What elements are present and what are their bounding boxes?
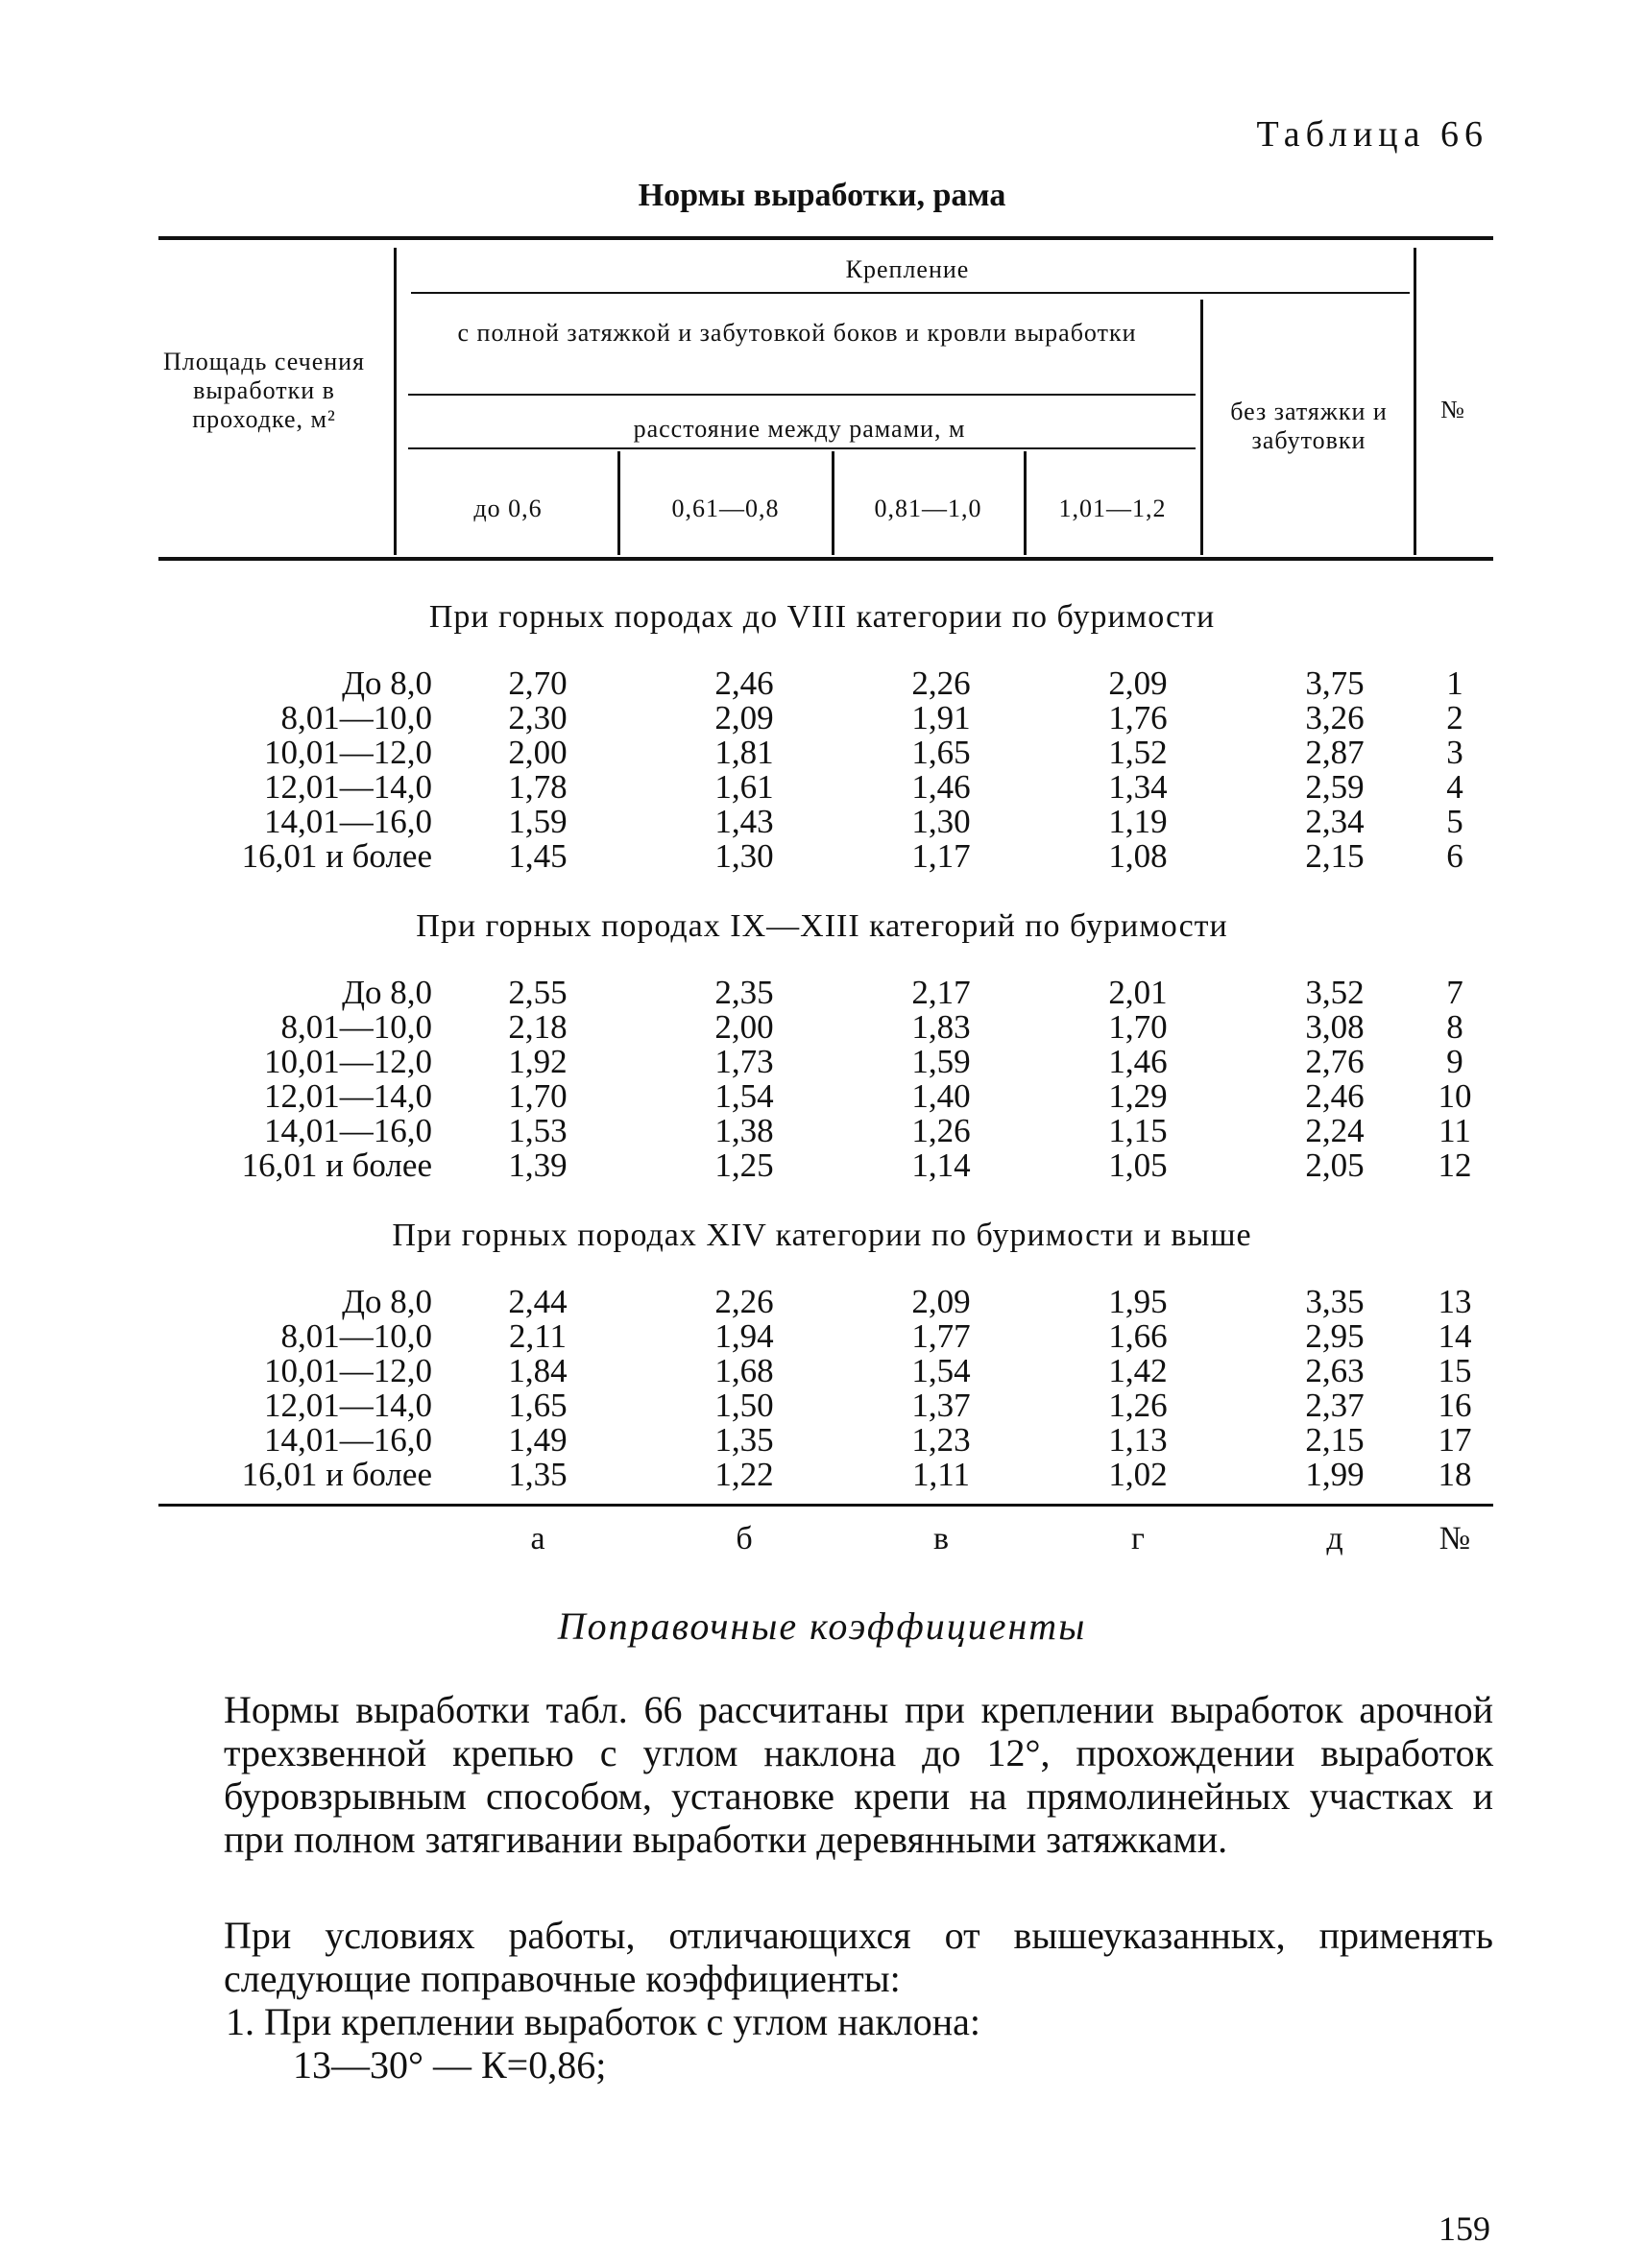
cell-number: 10	[1438, 1077, 1472, 1115]
cell-a: 2,70	[508, 664, 568, 702]
cell-g: 1,70	[1108, 1008, 1168, 1046]
cell-b: 1,61	[714, 768, 774, 806]
cell-v: 1,40	[911, 1077, 971, 1115]
table-title: Нормы выработки, рама	[638, 178, 1006, 213]
cell-g: 1,02	[1108, 1456, 1168, 1493]
cell-a: 1,92	[508, 1043, 568, 1080]
cell-number: 7	[1446, 974, 1463, 1011]
header-bottom-rule	[158, 557, 1493, 561]
cell-b: 1,30	[714, 837, 774, 875]
cell-a: 2,11	[509, 1317, 567, 1355]
cell-area: 8,01—10,0	[280, 1317, 432, 1355]
header-no-lagging: без затяжки и забутовки	[1230, 398, 1388, 454]
divider-no-lagging	[1200, 300, 1203, 555]
cell-area: 16,01 и более	[241, 1456, 432, 1493]
column-letter-g: г	[1131, 1521, 1145, 1556]
rule-under-spacing	[408, 447, 1196, 449]
cell-number: 13	[1438, 1283, 1472, 1320]
cell-d: 2,87	[1305, 734, 1365, 771]
section-title-2: При горных породах IX—XIII категорий по буримости	[416, 908, 1228, 944]
column-letter-d: д	[1326, 1521, 1343, 1556]
cell-number: 9	[1446, 1043, 1463, 1080]
cell-g: 1,34	[1108, 768, 1168, 806]
cell-v: 1,17	[911, 837, 971, 875]
table-row	[0, 1423, 1644, 1458]
cell-d: 2,76	[1305, 1043, 1365, 1080]
cell-b: 1,54	[714, 1077, 774, 1115]
header-fastening: Крепление	[845, 255, 970, 283]
cell-area: До 8,0	[342, 664, 432, 702]
cell-a: 2,00	[508, 734, 568, 771]
cell-d: 3,08	[1305, 1008, 1365, 1046]
cell-area: 14,01—16,0	[264, 1112, 432, 1149]
cell-a: 1,70	[508, 1077, 568, 1115]
cell-g: 1,15	[1108, 1112, 1168, 1149]
cell-number: 3	[1446, 734, 1463, 771]
cell-v: 1,14	[911, 1146, 971, 1184]
cell-g: 1,19	[1108, 803, 1168, 840]
divider-col-g	[1024, 451, 1027, 555]
cell-g: 1,05	[1108, 1146, 1168, 1184]
cell-number: 2	[1446, 699, 1463, 736]
cell-g: 1,08	[1108, 837, 1168, 875]
cell-area: 12,01—14,0	[264, 1077, 432, 1115]
cell-v: 1,91	[911, 699, 971, 736]
cell-a: 1,78	[508, 768, 568, 806]
cell-d: 3,52	[1305, 974, 1365, 1011]
header-spacing-g: 1,01—1,2	[1058, 495, 1167, 522]
table-row	[0, 1148, 1644, 1183]
cell-area: До 8,0	[342, 1283, 432, 1320]
table-row	[0, 736, 1644, 770]
cell-area: 14,01—16,0	[264, 1421, 432, 1459]
cell-b: 1,43	[714, 803, 774, 840]
cell-d: 2,63	[1305, 1352, 1365, 1389]
top-rule	[158, 236, 1493, 240]
table-row	[0, 1114, 1644, 1148]
column-letter-b: б	[736, 1521, 753, 1556]
column-letter-a: а	[530, 1521, 545, 1556]
cell-d: 2,34	[1305, 803, 1365, 840]
cell-a: 2,44	[508, 1283, 568, 1320]
page-number: 159	[1438, 2209, 1490, 2248]
cell-a: 2,30	[508, 699, 568, 736]
cell-g: 1,76	[1108, 699, 1168, 736]
header-spacing-v: 0,81—1,0	[874, 495, 982, 522]
cell-g: 1,66	[1108, 1317, 1168, 1355]
cell-b: 2,09	[714, 699, 774, 736]
header-area: Площадь сечения выработки в проходке, м²	[162, 348, 366, 433]
table-number: Таблица 66	[1256, 114, 1488, 155]
table-row	[0, 1010, 1644, 1045]
cell-b: 1,35	[714, 1421, 774, 1459]
corrections-item-1: 1. При креплении выработок с углом наклона:	[226, 2000, 981, 2043]
cell-area: 10,01—12,0	[264, 1352, 432, 1389]
table-row	[0, 1079, 1644, 1114]
cell-g: 1,26	[1108, 1387, 1168, 1424]
table-row	[0, 770, 1644, 805]
section-title-3: При горных породах XIV категории по буримости и выше	[392, 1218, 1252, 1253]
header-spacing-a: до 0,6	[473, 495, 543, 522]
divider-number	[1414, 248, 1416, 555]
cell-v: 1,59	[911, 1043, 971, 1080]
cell-d: 2,15	[1305, 837, 1365, 875]
cell-b: 1,81	[714, 734, 774, 771]
cell-v: 1,65	[911, 734, 971, 771]
column-letter-number: №	[1438, 1521, 1471, 1556]
cell-area: 16,01 и более	[241, 1146, 432, 1184]
cell-g: 1,46	[1108, 1043, 1168, 1080]
cell-b: 2,35	[714, 974, 774, 1011]
cell-b: 1,94	[714, 1317, 774, 1355]
corrections-item-1-value: 13—30° — К=0,86;	[293, 2043, 607, 2087]
divider-col-b	[617, 451, 620, 555]
cell-d: 3,75	[1305, 664, 1365, 702]
cell-a: 1,49	[508, 1421, 568, 1459]
table-row	[0, 805, 1644, 839]
cell-d: 2,24	[1305, 1112, 1365, 1149]
cell-b: 1,25	[714, 1146, 774, 1184]
cell-b: 1,50	[714, 1387, 774, 1424]
cell-g: 1,52	[1108, 734, 1168, 771]
cell-v: 1,37	[911, 1387, 971, 1424]
cell-v: 1,77	[911, 1317, 971, 1355]
cell-number: 16	[1438, 1387, 1472, 1424]
cell-number: 4	[1446, 768, 1463, 806]
cell-area: 10,01—12,0	[264, 1043, 432, 1080]
cell-v: 1,30	[911, 803, 971, 840]
cell-number: 12	[1438, 1146, 1472, 1184]
cell-b: 1,68	[714, 1352, 774, 1389]
cell-number: 14	[1438, 1317, 1472, 1355]
cell-number: 18	[1438, 1456, 1472, 1493]
rule-under-full-lagging	[408, 394, 1196, 396]
divider-area	[394, 248, 397, 555]
cell-a: 1,45	[508, 837, 568, 875]
cell-a: 1,39	[508, 1146, 568, 1184]
cell-v: 2,09	[911, 1283, 971, 1320]
cell-v: 1,23	[911, 1421, 971, 1459]
cell-b: 2,46	[714, 664, 774, 702]
cell-d: 2,15	[1305, 1421, 1365, 1459]
cell-g: 1,95	[1108, 1283, 1168, 1320]
table-row	[0, 1045, 1644, 1079]
cell-g: 1,42	[1108, 1352, 1168, 1389]
cell-area: 8,01—10,0	[280, 1008, 432, 1046]
cell-v: 1,26	[911, 1112, 971, 1149]
cell-a: 1,59	[508, 803, 568, 840]
table-row	[0, 1354, 1644, 1388]
corrections-paragraph-2: При условиях работы, отличающихся от вышеуказанных, применять следующие поправочные коэффициенты:	[224, 1914, 1493, 2000]
cell-b: 2,26	[714, 1283, 774, 1320]
table-row	[0, 1388, 1644, 1423]
cell-d: 1,99	[1305, 1456, 1365, 1493]
cell-b: 2,00	[714, 1008, 774, 1046]
cell-a: 2,18	[508, 1008, 568, 1046]
cell-area: 12,01—14,0	[264, 1387, 432, 1424]
cell-area: 10,01—12,0	[264, 734, 432, 771]
corrections-heading: Поправочные коэффициенты	[557, 1604, 1087, 1648]
cell-v: 1,54	[911, 1352, 971, 1389]
corrections-paragraph-1: Нормы выработки табл. 66 рассчитаны при креплении выработок арочной трехзвенной крепью с углом наклона до 12°, прохождении выработок буровзрывным способом, установке крепи на прямолинейных участках и при полном затягивании выработки деревянными затяжками.	[224, 1688, 1493, 1861]
cell-d: 2,37	[1305, 1387, 1365, 1424]
cell-number: 17	[1438, 1421, 1472, 1459]
cell-g: 1,13	[1108, 1421, 1168, 1459]
cell-g: 2,01	[1108, 974, 1168, 1011]
cell-b: 1,38	[714, 1112, 774, 1149]
table-row	[0, 666, 1644, 701]
table-bottom-rule	[158, 1504, 1493, 1507]
table-row	[0, 1285, 1644, 1319]
cell-area: До 8,0	[342, 974, 432, 1011]
cell-v: 2,26	[911, 664, 971, 702]
table-row	[0, 839, 1644, 874]
table-row	[0, 1319, 1644, 1354]
cell-a: 1,53	[508, 1112, 568, 1149]
cell-v: 1,83	[911, 1008, 971, 1046]
divider-col-v	[832, 451, 834, 555]
cell-a: 2,55	[508, 974, 568, 1011]
cell-number: 6	[1446, 837, 1463, 875]
cell-v: 2,17	[911, 974, 971, 1011]
header-spacing-b: 0,61—0,8	[671, 495, 780, 522]
cell-g: 1,29	[1108, 1077, 1168, 1115]
cell-a: 1,65	[508, 1387, 568, 1424]
cell-number: 11	[1438, 1112, 1471, 1149]
cell-v: 1,11	[912, 1456, 970, 1493]
table-row	[0, 976, 1644, 1010]
cell-g: 2,09	[1108, 664, 1168, 702]
header-number: №	[1440, 396, 1465, 423]
cell-d: 2,05	[1305, 1146, 1365, 1184]
cell-area: 16,01 и более	[241, 837, 432, 875]
cell-b: 1,22	[714, 1456, 774, 1493]
rule-under-fastening	[411, 292, 1410, 294]
cell-a: 1,35	[508, 1456, 568, 1493]
header-frame-spacing: расстояние между рамами, м	[633, 415, 966, 443]
cell-area: 12,01—14,0	[264, 768, 432, 806]
column-letters-row	[0, 1522, 1644, 1560]
cell-area: 8,01—10,0	[280, 699, 432, 736]
cell-number: 1	[1446, 664, 1463, 702]
cell-d: 3,35	[1305, 1283, 1365, 1320]
cell-d: 2,46	[1305, 1077, 1365, 1115]
section-title-1: При горных породах до VIII категории по буримости	[428, 599, 1216, 635]
cell-d: 3,26	[1305, 699, 1365, 736]
header-full-lagging: с полной затяжкой и забутовкой боков и кровли выработки	[457, 319, 1137, 347]
table-row	[0, 701, 1644, 736]
cell-area: 14,01—16,0	[264, 803, 432, 840]
table-row	[0, 1458, 1644, 1492]
cell-number: 15	[1438, 1352, 1472, 1389]
cell-a: 1,84	[508, 1352, 568, 1389]
cell-number: 8	[1446, 1008, 1463, 1046]
cell-d: 2,95	[1305, 1317, 1365, 1355]
cell-v: 1,46	[911, 768, 971, 806]
cell-d: 2,59	[1305, 768, 1365, 806]
cell-b: 1,73	[714, 1043, 774, 1080]
column-letter-v: в	[932, 1521, 950, 1556]
cell-number: 5	[1446, 803, 1463, 840]
